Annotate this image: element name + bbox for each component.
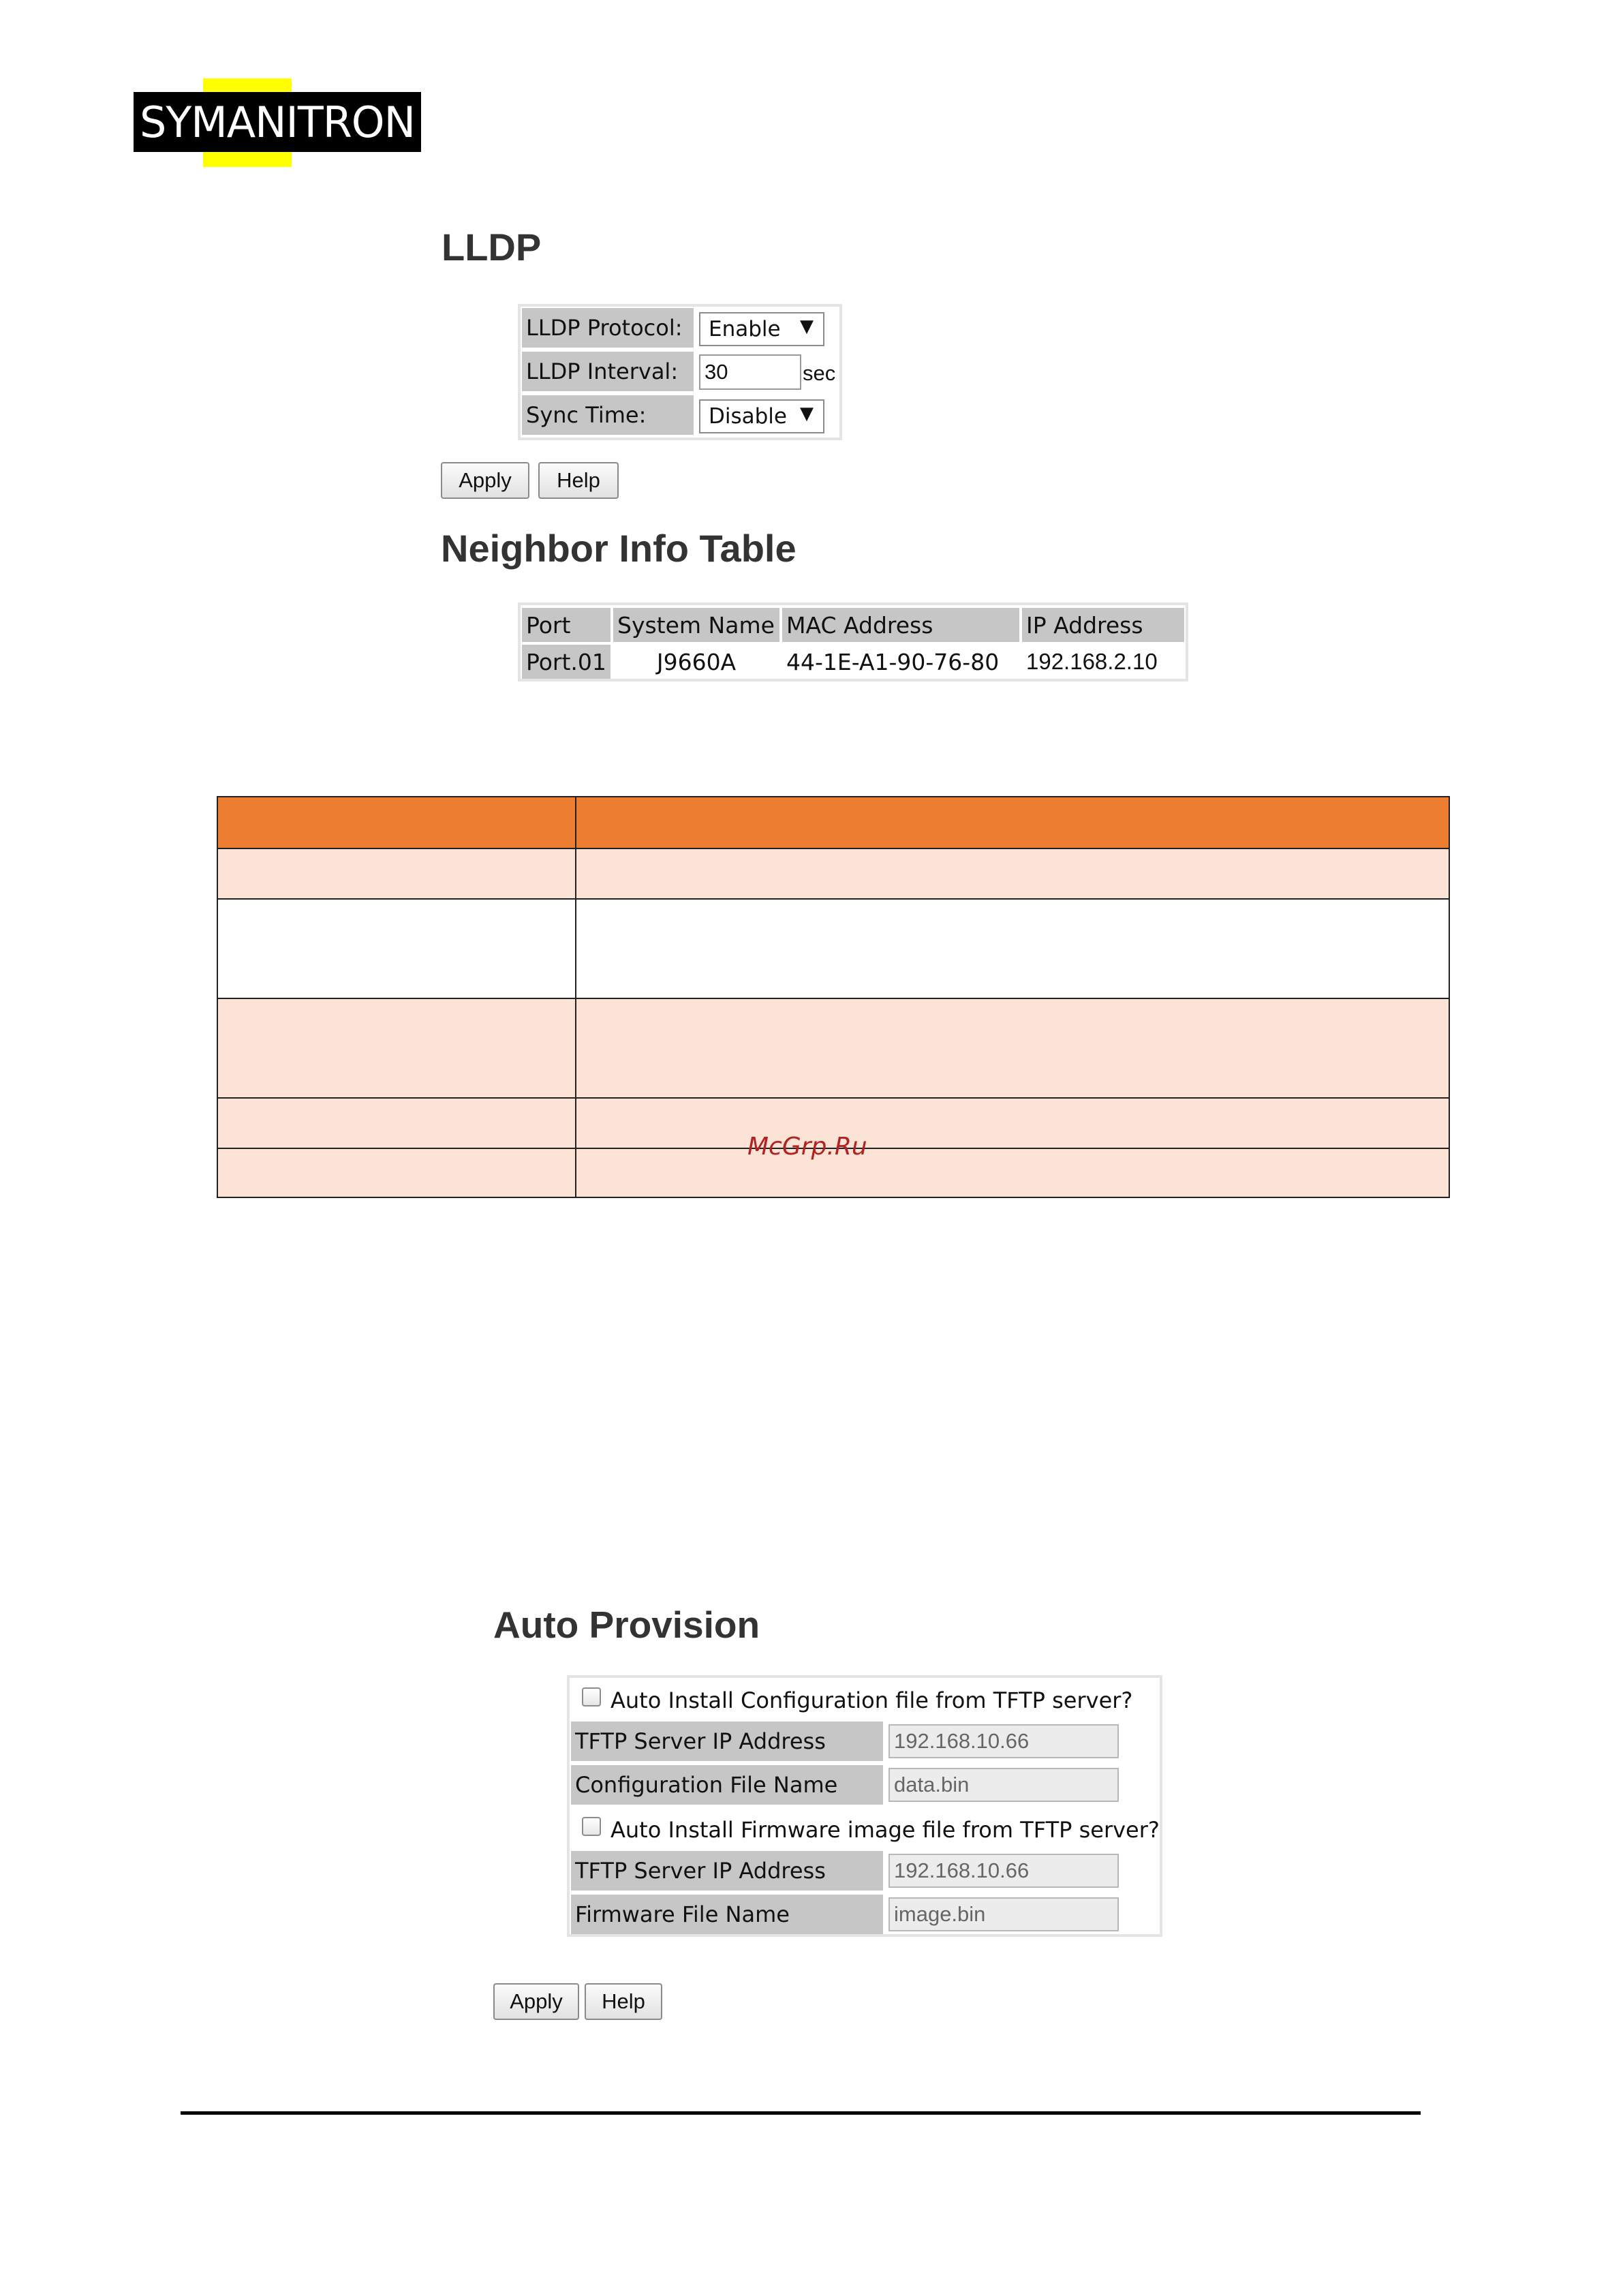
config-tftp-server-input[interactable]: 192.168.10.66: [888, 1724, 1119, 1758]
firmware-autoinstall-checkbox[interactable]: [582, 1817, 601, 1836]
auto-provision-table: [567, 1675, 1162, 1937]
lldp-help-button[interactable]: Help: [538, 462, 619, 499]
dropdown-arrow-icon: ▼: [800, 316, 814, 337]
config-autoinstall-label: Auto Install Configuration file from TFTP server?: [610, 1687, 1133, 1713]
neighbor-cell-system-name: J9660A: [656, 648, 737, 675]
lldp-protocol-label: LLDP Protocol:: [522, 308, 694, 348]
lldp-protocol-select[interactable]: [699, 312, 824, 346]
neighbor-cell-port: Port.01: [522, 645, 610, 679]
lldp-interval-input[interactable]: 30: [699, 354, 801, 390]
lldp-apply-button[interactable]: Apply: [441, 462, 529, 499]
auto-provision-apply-button[interactable]: Apply: [493, 1983, 579, 2020]
footer-rule: [181, 2111, 1421, 2115]
config-autoinstall-checkbox[interactable]: [582, 1687, 601, 1706]
neighbor-header-ip: IP Address: [1022, 608, 1184, 642]
config-tftp-server-label: TFTP Server IP Address: [571, 1721, 883, 1761]
neighbor-table-title: Neighbor Info Table: [441, 527, 797, 570]
lldp-interval-label: LLDP Interval:: [522, 352, 694, 391]
firmware-tftp-server-label: TFTP Server IP Address: [571, 1851, 883, 1891]
description-row-1: [218, 848, 1449, 898]
auto-provision-help-button[interactable]: Help: [585, 1983, 662, 2020]
description-row-3: [218, 998, 1449, 1097]
sync-time-select[interactable]: [699, 399, 824, 433]
logo-box: [134, 92, 421, 152]
firmware-autoinstall-label: Auto Install Firmware image file from TFTP server?: [610, 1817, 1160, 1843]
description-column-divider: [575, 797, 576, 1197]
lldp-settings-table: [518, 304, 842, 440]
neighbor-cell-mac: 44-1E-A1-90-76-80: [786, 648, 1000, 675]
neighbor-header-mac: MAC Address: [782, 608, 1019, 642]
auto-provision-title: Auto Provision: [493, 1604, 760, 1646]
neighbor-cell-ip: 192.168.2.10: [1026, 649, 1158, 674]
description-table-header: [218, 797, 1449, 848]
firmware-file-name-label: Firmware File Name: [571, 1895, 883, 1934]
logo-text: SYMANITRON: [140, 97, 415, 147]
config-file-name-label: Configuration File Name: [571, 1765, 883, 1805]
neighbor-header-port: Port: [522, 608, 610, 642]
lldp-protocol-value: Enable: [709, 317, 781, 341]
neighbor-header-system-name: System Name: [613, 608, 779, 642]
sync-time-label: Sync Time:: [522, 395, 694, 435]
description-row-2: [218, 898, 1449, 998]
watermark: McGrp.Ru: [747, 1133, 867, 1161]
firmware-file-name-input[interactable]: image.bin: [888, 1897, 1119, 1931]
dropdown-arrow-icon: ▼: [800, 403, 814, 424]
lldp-title: LLDP: [442, 226, 542, 269]
lldp-interval-unit: sec: [803, 361, 836, 385]
neighbor-info-table: [518, 602, 1188, 682]
sync-time-value: Disable: [709, 404, 787, 429]
firmware-tftp-server-input[interactable]: 192.168.10.66: [888, 1854, 1119, 1888]
config-file-name-input[interactable]: data.bin: [888, 1768, 1119, 1802]
